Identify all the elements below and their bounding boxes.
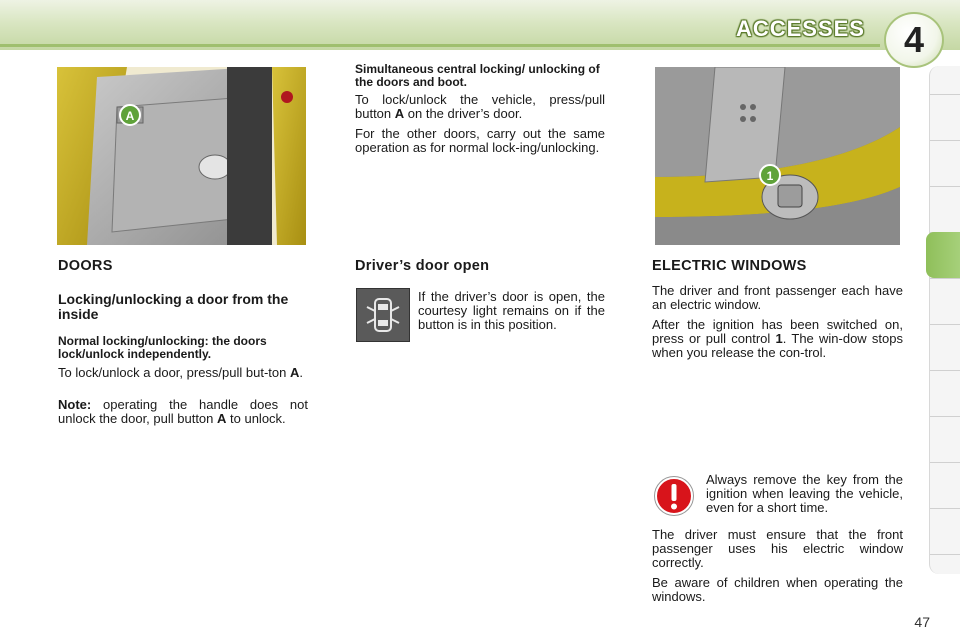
page-number: 47	[914, 614, 930, 630]
central-lock-instruction	[355, 93, 605, 121]
central-locking-heading: Simultaneous central locking/ unlocking of the doors and boot.	[355, 62, 600, 89]
door-open-body	[418, 290, 605, 338]
chapter-number-badge: 4	[884, 12, 944, 68]
lock-instruction-end: .	[299, 365, 303, 380]
warning-text: Always remove the key from the ignition when leaving the vehicle, even for a short time.	[706, 472, 903, 515]
windows-operation-end: . The win-dow stops when you release the con-trol.	[652, 331, 903, 360]
normal-locking-heading: Normal locking/unlocking: the doors lock/unlock independently.	[58, 334, 267, 361]
other-doors-instruction: For the other doors, carry out the same operation as for normal lock-ing/unlocking.	[355, 126, 605, 155]
button-a-ref: A	[217, 411, 227, 426]
note-text-end: to unlock.	[226, 411, 286, 426]
header-rule	[0, 44, 880, 47]
side-tab-active-chapter[interactable]	[926, 232, 960, 278]
drivers-door-open-heading: Driver’s door open	[355, 258, 490, 274]
tab-divider	[930, 278, 960, 279]
doors-heading: DOORS	[58, 258, 113, 274]
tab-divider	[930, 554, 960, 555]
tab-divider	[930, 140, 960, 141]
windows-operation-text: After the ignition has been switched on, press or pull control	[652, 317, 903, 346]
window-switch-photo	[655, 67, 900, 245]
courtesy-light-icon	[356, 288, 410, 342]
locking-inside-heading: Locking/unlocking a door from the inside	[58, 291, 289, 322]
col1-body	[58, 366, 308, 432]
courtesy-light-text: If the driver’s door is open, the courtesy light remains on if the button is in this position.	[418, 289, 605, 332]
tab-divider	[930, 370, 960, 371]
tab-divider	[930, 324, 960, 325]
children-warning-text: Be aware of children when operating the windows.	[652, 575, 903, 604]
tab-divider	[930, 416, 960, 417]
electric-windows-heading: ELECTRIC WINDOWS	[652, 258, 807, 274]
chapter-side-tabs	[929, 66, 960, 574]
tab-divider	[930, 508, 960, 509]
col3-body	[652, 284, 903, 366]
callout-1-label: 1	[766, 169, 774, 183]
central-lock-text: To lock/unlock the vehicle, press/pull button	[355, 92, 605, 121]
car-doors-open-icon	[357, 289, 409, 341]
note-label: Note:	[58, 397, 92, 412]
lock-instruction	[58, 366, 308, 380]
note-text: operating the handle does not unlock the door, pull button	[58, 397, 308, 426]
callout-a-label: A	[125, 109, 135, 123]
button-a-ref: A	[289, 365, 300, 380]
tab-divider	[930, 186, 960, 187]
control-1-ref: 1	[775, 331, 783, 346]
col2-top-body	[355, 93, 605, 161]
note-paragraph	[58, 398, 308, 426]
button-a-ref: A	[394, 106, 405, 121]
passenger-window-text: The driver must ensure that the front passenger uses his electric window correctly.	[652, 527, 903, 570]
windows-operation	[652, 318, 903, 360]
warning-body	[706, 473, 903, 521]
door-interior-photo	[57, 67, 306, 245]
lock-instruction-text: To lock/unlock a door, press/pull but-ton	[58, 365, 290, 380]
window-switch-illustration	[655, 67, 900, 245]
central-lock-text-end: on the driver’s door.	[404, 106, 523, 121]
door-illustration	[57, 67, 306, 245]
tab-divider	[930, 94, 960, 95]
col3-bottom-body	[652, 528, 903, 610]
windows-intro: The driver and front passenger each have an electric window.	[652, 283, 903, 312]
exclamation-warning-icon	[654, 476, 694, 516]
tab-divider	[930, 462, 960, 463]
warning-icon	[654, 476, 694, 516]
page-title: ACCESSES	[735, 16, 865, 41]
